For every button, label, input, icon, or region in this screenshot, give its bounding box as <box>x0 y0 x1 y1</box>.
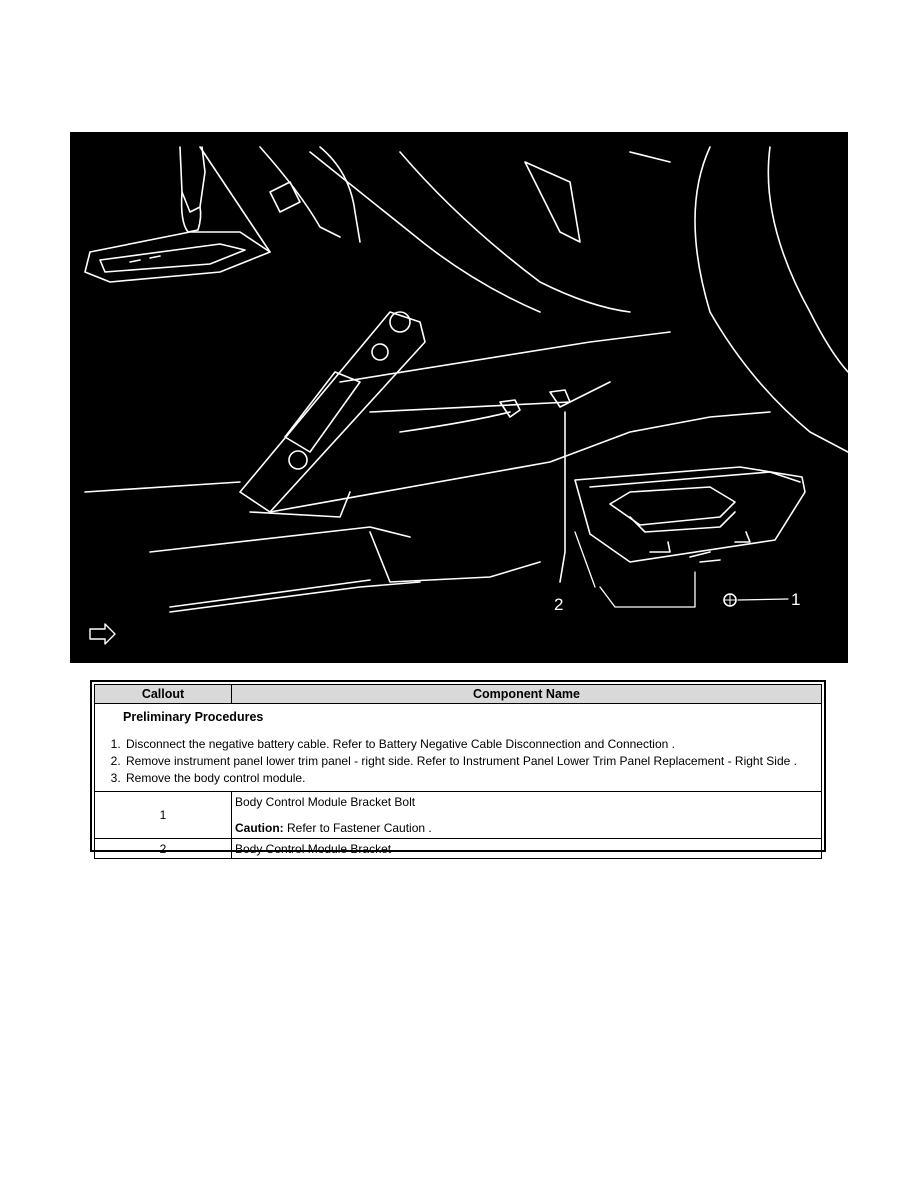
table-header-row <box>95 685 822 704</box>
preliminary-steps-list <box>107 736 813 787</box>
component-table <box>90 680 826 856</box>
preliminary-step: 3. Remove the body control module. <box>124 770 813 787</box>
preliminary-step: 1. Disconnect the negative battery cable. Refer to Battery Negative Cable Disconnection and Connection . <box>124 736 813 753</box>
row-component-name: Body Control Module Bracket <box>232 839 822 859</box>
preliminary-procedures-cell <box>95 704 822 792</box>
table-row <box>95 839 822 859</box>
row-component-name: Body Control Module Bracket Bolt <box>235 795 416 809</box>
component-table-grid <box>94 684 822 859</box>
line-drawing <box>70 132 848 663</box>
caution-note <box>235 821 817 835</box>
bcm-bracket-illustration <box>70 132 848 663</box>
callout-label-1: 1 <box>791 590 801 609</box>
row-component-name-cell <box>232 792 822 839</box>
preliminary-procedures-title: Preliminary Procedures <box>123 710 264 724</box>
caution-label: Caution: <box>235 821 284 835</box>
preliminary-procedures-row <box>95 704 822 792</box>
row-callout: 1 <box>95 792 232 839</box>
table-row <box>95 792 822 839</box>
callout-label-2: 2 <box>554 595 564 614</box>
header-callout: Callout <box>95 685 232 704</box>
row-callout: 2 <box>95 839 232 859</box>
caution-text: Refer to Fastener Caution . <box>283 821 432 835</box>
preliminary-step: 2. Remove instrument panel lower trim panel - right side. Refer to Instrument Panel Lower Trim Panel Replacement - Right Side . <box>124 753 813 770</box>
header-component-name: Component Name <box>232 685 822 704</box>
